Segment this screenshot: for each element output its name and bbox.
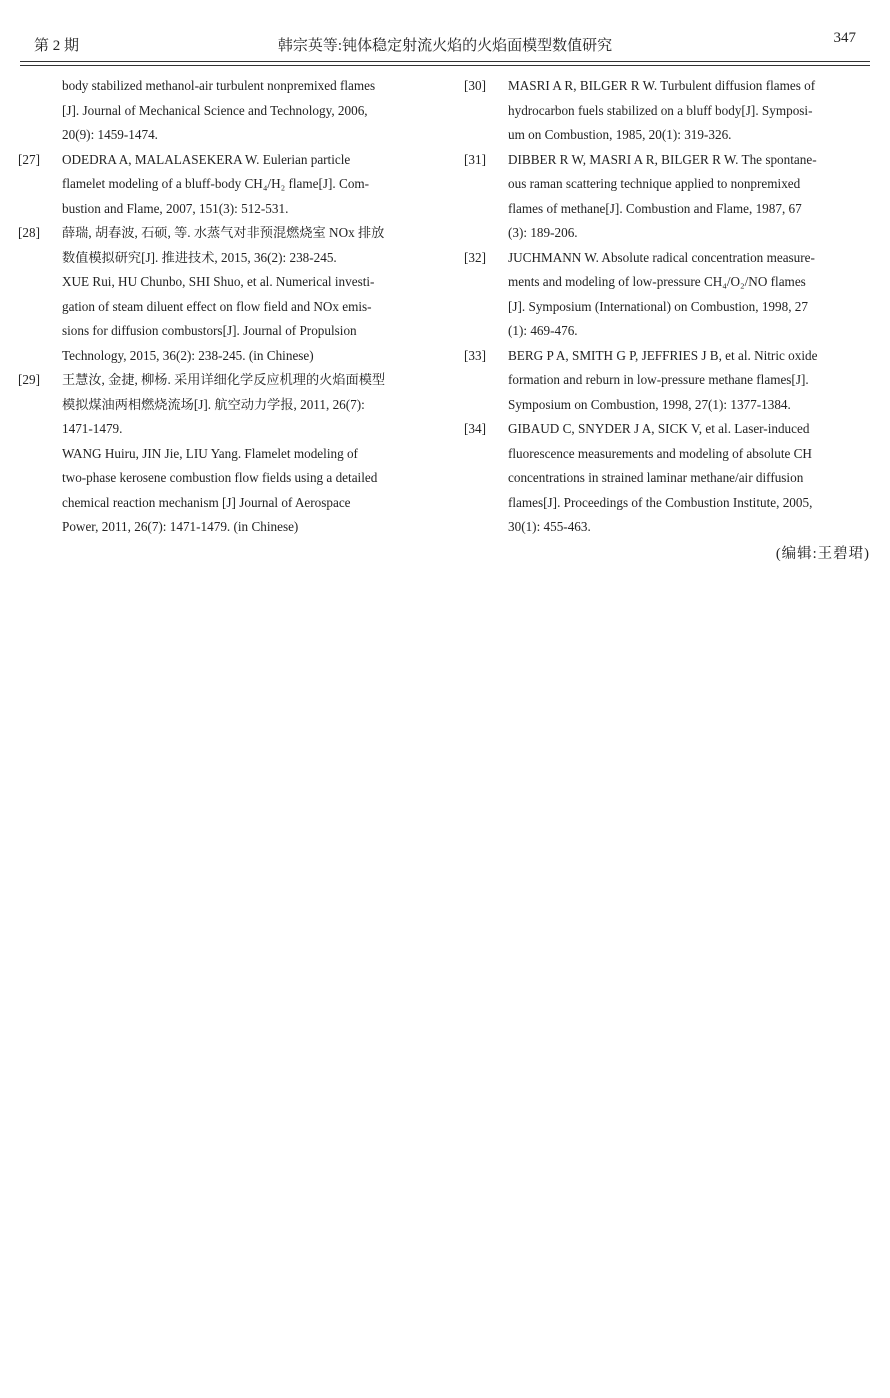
reference-line: Technology, 2015, 36(2): 238-245. (in Chinese) [62, 347, 314, 363]
reference-number: [29] [18, 372, 40, 387]
reference-entry [18, 74, 428, 148]
reference-line: fluorescence measurements and modeling of absolute CH [508, 445, 812, 461]
reference-number: [31] [464, 151, 486, 167]
reference-entry [18, 148, 428, 222]
reference-number: [33] [464, 347, 486, 363]
reference-line: [J]. Symposium (International) on Combustion, 1998, 27 [508, 298, 808, 314]
reference-line: flames of methane[J]. Combustion and Flame, 1987, 67 [508, 200, 802, 216]
reference-line: gation of steam diluent effect on flow field and NOx emis- [62, 298, 372, 314]
running-title: 韩宗英等:钝体稳定射流火焰的火焰面模型数值研究 [277, 38, 613, 54]
reference-line: Symposium on Combustion, 1998, 27(1): 1377-1384. [508, 396, 791, 412]
reference-line: 模拟煤油两相燃烧流场[J]. 航空动力学报, 2011, 26(7): [62, 396, 365, 412]
reference-line: 30(1): 455-463. [508, 519, 591, 534]
reference-line: um on Combustion, 1985, 20(1): 319-326. [508, 127, 732, 142]
reference-entry [464, 344, 872, 418]
reference-line: [J]. Journal of Mechanical Science and Technology, 2006, [62, 102, 368, 118]
reference-line: 王慧汝, 金捷, 柳杨. 采用详细化学反应机理的火焰面模型 [62, 372, 386, 387]
editor-note: (编辑:王碧珺) [775, 546, 870, 562]
reference-line: (1): 469-476. [508, 323, 578, 338]
reference-line: MASRI A R, BILGER R W. Turbulent diffusion flames of [508, 78, 816, 93]
reference-entry [464, 417, 872, 540]
issue-number: 第 2 期 [34, 38, 80, 54]
reference-line: sions for diffusion combustors[J]. Journal of Propulsion [62, 323, 357, 338]
reference-line: 20(9): 1459-1474. [62, 127, 158, 142]
right-reference-column [464, 74, 872, 540]
reference-line: WANG Huiru, JIN Jie, LIU Yang. Flamelet modeling of [62, 445, 358, 461]
reference-entry [464, 246, 872, 344]
reference-line: BERG P A, SMITH G P, JEFFRIES J B, et al. Nitric oxide [508, 347, 818, 363]
running-header [20, 28, 870, 60]
reference-line: Power, 2011, 26(7): 1471-1479. (in Chinese) [62, 519, 299, 534]
reference-line: JUCHMANN W. Absolute radical concentration measure- [508, 249, 815, 265]
reference-line: XUE Rui, HU Chunbo, SHI Shuo, et al. Numerical investi- [62, 274, 375, 289]
header-rule-thin [20, 65, 870, 66]
reference-line: bustion and Flame, 2007, 151(3): 512-531. [62, 200, 289, 216]
reference-line: chemical reaction mechanism [J] Journal of Aerospace [62, 494, 351, 510]
reference-line: ments and modeling of low-pressure CH₄/O₂/NO flames [508, 274, 806, 289]
reference-number: [27] [18, 151, 40, 167]
reference-line: ODEDRA A, MALALASEKERA W. Eulerian particle [62, 151, 351, 167]
reference-line: hydrocarbon fuels stabilized on a bluff body[J]. Symposi- [508, 102, 813, 118]
reference-line: 数值模拟研究[J]. 推进技术, 2015, 36(2): 238-245. [62, 249, 337, 265]
reference-line: flames[J]. Proceedings of the Combustion Institute, 2005, [508, 494, 813, 510]
page-number: 347 [833, 30, 856, 46]
reference-line: formation and reburn in low-pressure methane flames[J]. [508, 372, 809, 387]
reference-number: [34] [464, 421, 486, 436]
reference-line: concentrations in strained laminar methane/air diffusion [508, 470, 804, 485]
reference-entry [464, 148, 872, 246]
reference-line: DIBBER R W, MASRI A R, BILGER R W. The spontane- [508, 151, 817, 167]
reference-line: ous raman scattering technique applied to nonpremixed [508, 176, 801, 191]
reference-line: GIBAUD C, SNYDER J A, SICK V, et al. Laser-induced [508, 421, 810, 436]
reference-line: (3): 189-206. [508, 225, 578, 240]
reference-number: [28] [18, 225, 40, 240]
reference-line: body stabilized methanol-air turbulent nonpremixed flames [62, 78, 376, 93]
reference-entry [18, 221, 428, 368]
reference-line: flamelet modeling of a bluff-body CH₄/H₂ flame[J]. Com- [62, 176, 370, 191]
reference-number: [30] [464, 78, 486, 93]
header-rule-thick [20, 61, 870, 62]
left-reference-column [18, 74, 428, 540]
reference-line: 1471-1479. [62, 421, 123, 436]
reference-line: 薛瑞, 胡春波, 石硕, 等. 水蒸气对非预混燃烧室 NOx 排放 [62, 225, 385, 240]
reference-entry [18, 368, 428, 540]
reference-entry [464, 74, 872, 148]
reference-number: [32] [464, 249, 486, 265]
reference-line: two-phase kerosene combustion flow fields using a detailed [62, 470, 378, 485]
